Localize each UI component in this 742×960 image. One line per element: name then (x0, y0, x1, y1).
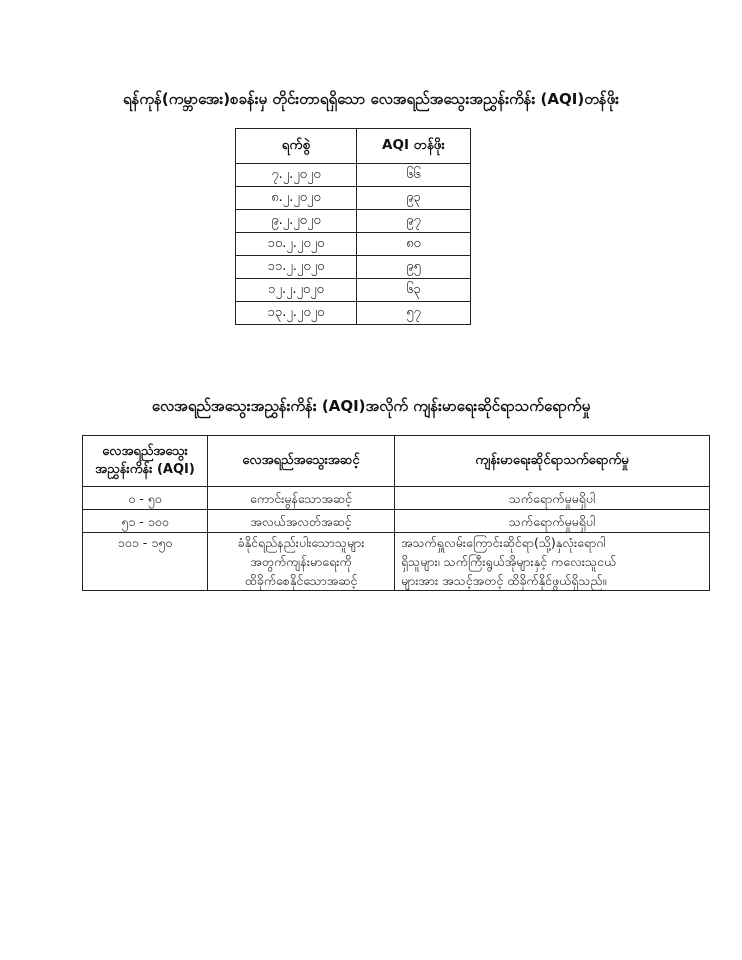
cell-line: ထိခိုက်စေနိုင်သောအဆင့် (244, 573, 358, 588)
table-row (236, 279, 471, 302)
header-line: လေအရည်အသွေး (102, 444, 188, 459)
level-cell: အလယ်အလတ်အဆင့် (208, 510, 395, 533)
impact-cell (395, 533, 710, 591)
impact-cell: သက်ရောက်မှုမရှိပါ (395, 510, 710, 533)
aqi-range-cell: ၀ - ၅၀ (83, 487, 208, 510)
table-row (236, 256, 471, 279)
table-row (236, 233, 471, 256)
aqi-value-cell: ၆၃ (357, 279, 471, 302)
date-cell: ၁၃.၂.၂၀၂၀ (236, 302, 357, 325)
level-cell (208, 533, 395, 591)
date-cell: ၁၀.၂.၂၀၂၀ (236, 233, 357, 256)
aqi-value-cell: ၉၅ (357, 256, 471, 279)
table-row (83, 533, 710, 591)
aqi-range-cell: ၅၁ - ၁၀၀ (83, 510, 208, 533)
cell-line: များအား အသင့်အတင့် ထိခိုက်နိုင်ဖွယ်ရှိသည်။ (401, 573, 607, 588)
aqi-value-column-header: AQI တန်ဖိုး (357, 129, 471, 164)
table-row (236, 210, 471, 233)
date-column-header: ရက်စွဲ (236, 129, 357, 164)
aqi-value-cell: ၅၇ (357, 302, 471, 325)
aqi-range-cell: ၁၀၁ - ၁၅၀ (83, 533, 208, 591)
table-row (236, 164, 471, 187)
cell-line: အတွက်ကျန်းမာရေးကို (250, 554, 352, 569)
table-row (236, 187, 471, 210)
table-row (83, 487, 710, 510)
aqi-range-column-header (83, 436, 208, 487)
header-line: အညွှန်းကိန်း (AQI) (95, 462, 195, 477)
date-cell: ၈.၂.၂၀၂၀ (236, 187, 357, 210)
cell-line: ခံနိုင်ရည်နည်းပါးသောသူများ (237, 535, 365, 550)
table-row (236, 302, 471, 325)
aqi-value-cell: ၆၆ (357, 164, 471, 187)
cell-line: အသက်ရှူလမ်းကြောင်းဆိုင်ရာ(သို့)နှလုံးရောဂါ (401, 535, 606, 550)
table-row (83, 510, 710, 533)
date-cell: ၇.၂.၂၀၂၀ (236, 164, 357, 187)
table-header-row (236, 129, 471, 164)
date-cell: ၁၂.၂.၂၀၂၀ (236, 279, 357, 302)
air-quality-level-column-header: လေအရည်အသွေးအဆင့် (208, 436, 395, 487)
impact-cell: သက်ရောက်မှုမရှိပါ (395, 487, 710, 510)
health-table-title: လေအရည်အသွေးအညွှန်းကိန်း (AQI)အလိုက် ကျန်းမာရေးဆိုင်ရာသက်ရောက်မှု (151, 397, 591, 415)
aqi-value-cell: ၈၀ (357, 233, 471, 256)
health-impact-table (82, 435, 710, 591)
cell-line: ရှိသူများ၊ သက်ကြီးရွယ်အိုများနှင့် ကလေးသူငယ် (401, 554, 617, 569)
table-header-row (83, 436, 710, 487)
level-cell: ကောင်းမွန်သောအဆင့် (208, 487, 395, 510)
aqi-values-table (235, 128, 471, 325)
health-impact-column-header: ကျန်းမာရေးဆိုင်ရာသက်ရောက်မှု (395, 436, 710, 487)
aqi-table-title: ရန်ကုန်(ကမ္ဘာအေး)စခန်းမှ တိုင်းတာရရှိသော လေအရည်အသွေးအညွှန်းကိန်း (AQI)တန်ဖိုး (123, 90, 619, 108)
aqi-value-cell: ၉၇ (357, 210, 471, 233)
date-cell: ၁၁.၂.၂၀၂၀ (236, 256, 357, 279)
date-cell: ၉.၂.၂၀၂၀ (236, 210, 357, 233)
aqi-value-cell: ၉၃ (357, 187, 471, 210)
